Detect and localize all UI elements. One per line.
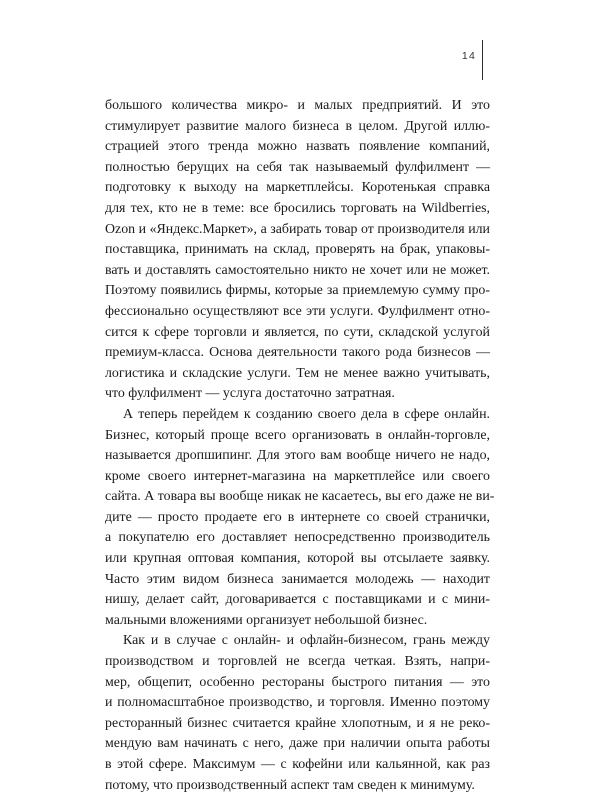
text-line: поставщика, принимать на склад, проверять на брак, упаковы-	[105, 242, 490, 258]
text-line: мальными вложениями организует небольшой бизнес.	[105, 612, 428, 628]
page-number: 14	[461, 50, 476, 62]
text-line: стимулирует развитие малого бизнеса в целом. Другой иллю-	[105, 118, 490, 134]
text-line: мер, общепит, особенно рестораны быстрого питания — это	[105, 674, 490, 690]
text-line: или крупная оптовая компания, которой вы отсылаете заявку.	[105, 551, 490, 567]
text-line: фессионально осуществляют все эти услуги. Фулфилмент отно-	[105, 303, 490, 319]
text-line: Часто этим видом бизнеса занимается молодежь — находит	[105, 571, 490, 587]
text-line: а покупателю его доставляет непосредственно производитель	[105, 530, 490, 546]
text-line: Как и в случае с онлайн- и офлайн-бизнесом, грань между	[123, 633, 490, 649]
paragraph	[105, 96, 490, 405]
text-line: сайта. А товара вы вообще никак не касаетесь, вы его даже не ви-	[105, 489, 495, 505]
text-line: потому, что производственный аспект там сведен к минимуму.	[105, 777, 475, 793]
text-line: Ozon и «Яндекс.Маркет», а забирать товар от производителя или	[105, 221, 490, 237]
text-line: премиум-класса. Основа деятельности такого рода бизнесов —	[105, 345, 490, 361]
paragraph	[105, 405, 495, 632]
text-line: мендую вам начинать с него, даже при наличии опыта работы	[105, 736, 490, 752]
text-line: полностью берущих на себя так называемый фулфилмент —	[105, 159, 490, 175]
text-line: большого количества микро- и малых предприятий. И это	[105, 98, 490, 113]
text-line: ресторанный бизнес считается крайне хлопотным, и я не реко-	[105, 715, 490, 731]
text-line: вать и доставлять самостоятельно никто не хочет или не может.	[105, 262, 490, 278]
text-line: производством и торговлей не всегда четкая. Взять, напри-	[105, 654, 490, 670]
text-line: кроме своего интернет-магазина на маркетплейсе или своего	[105, 468, 490, 484]
text-line: нишу, делает сайт, договаривается с поставщиками и с мини-	[105, 592, 490, 608]
text-line: в этой сфере. Максимум — с кофейни или кальянной, как раз	[105, 757, 490, 772]
text-line: страцией этого тренда можно назвать появление компаний,	[105, 139, 490, 155]
text-line: дите — просто продаете его в интернете со своей странички,	[105, 509, 490, 525]
header-vertical-rule	[482, 40, 483, 80]
text-line: А теперь перейдем к созданию своего дела в сфере онлайн.	[123, 406, 490, 422]
text-line: сится к сфере торговли и является, по сути, складской услугой	[105, 324, 490, 340]
text-line: Поэтому появились фирмы, которые за приемлемую сумму про-	[105, 283, 490, 299]
text-line: и полномасштабное производство, и торговля. Именно поэтому	[105, 695, 490, 711]
text-line: Бизнес, который проще всего организовать в онлайн-торговле,	[105, 427, 490, 443]
text-line: называется дропшипинг. Для этого вам вообще ничего не надо,	[105, 448, 490, 464]
text-line: подготовку к выходу на маркетплейсы. Коротенькая справка	[105, 180, 490, 196]
paragraph	[105, 631, 490, 796]
text-line: для тех, кто не в теме: все бросились торговать на Wildberries,	[105, 200, 490, 216]
text-line: что фулфилмент — услуга достаточно затратная.	[105, 386, 395, 402]
text-line: логистика и складские услуги. Тем не менее важно учитывать,	[105, 365, 490, 381]
body-text	[105, 96, 495, 796]
